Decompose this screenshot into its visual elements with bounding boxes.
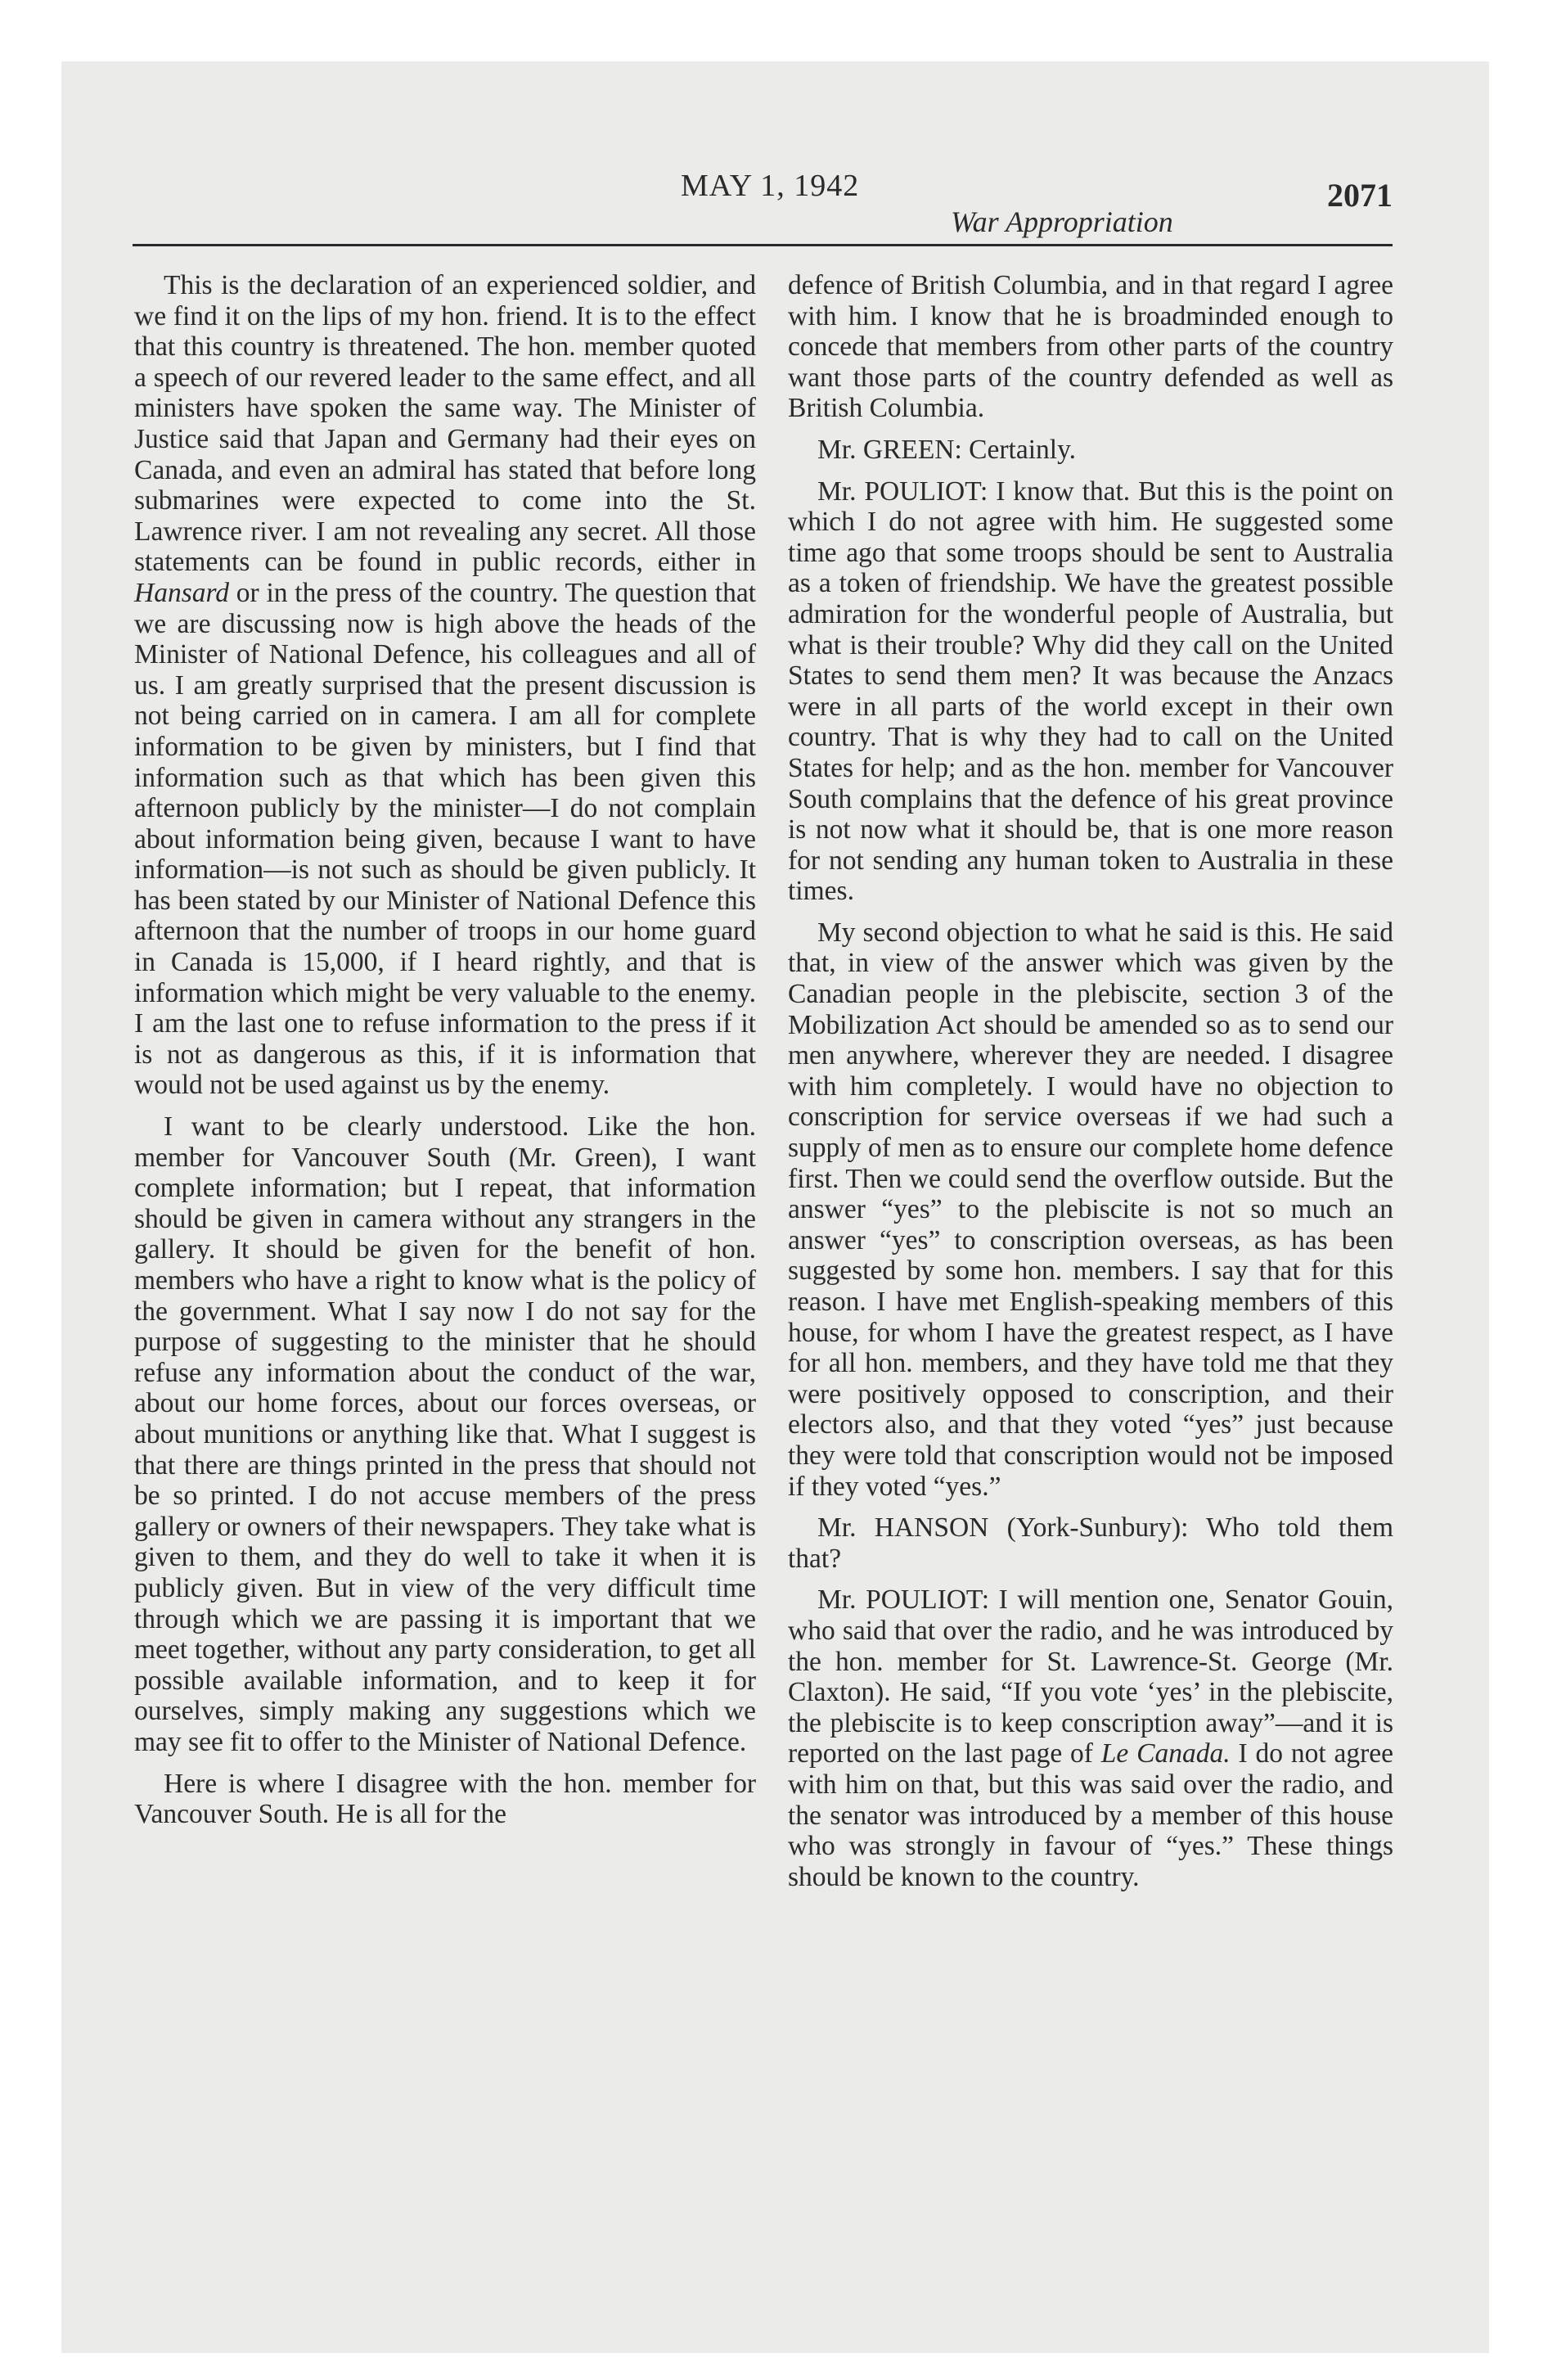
right-paragraph-4: My second objection to what he said is this. He said that, in view of the answer which was given by the Canadian people in the plebiscite, section 3 of the Mobilization Act should be amended so as to send our men anywhere, wherever they are needed. I disagree with him completely. I would have no objection to conscription for service overseas if we had such a supply of men as to ensure our complete home defence first. Then we could send the overflow outside. But the answer “yes” to the plebiscite is not so much an answer “yes” to conscription overseas, as has been suggested by some hon. members. I say that for this reason. I have met English-speaking members of this house, for whom I have the greatest respect, as I have for all hon. members, and they have told me that they were positively opposed to conscription, and their electors also, and that they voted “yes” just because they were told that conscription would not be imposed if they voted “yes.” <box>788 917 1393 1502</box>
header-rule <box>133 244 1393 246</box>
left-p1-continued: or in the press of the country. The question that we are discussing now is high above the heads of the Minister of National Defence, his colleagues and all of us. I am greatly surprised that the present discussion is not being carried on in camera. I am all for complete information to be given by ministers, but I find that information such as that which has been given this afternoon publicly by the minister—I do not complain about information being given, because I want to have information—is not such as should be given publicly. It has been stated by our Minister of National Defence this afternoon that the number of troops in our home guard in Canada is 15,000, if I heard rightly, and that is information which might be very valuable to the enemy. I am the last one to refuse information to the press if it is not as dangerous as this, if it is information that would not be used against us by the enemy. <box>134 577 756 1101</box>
right-column <box>788 270 1393 1903</box>
le-canada-italic: Le Canada. <box>1100 1738 1231 1769</box>
right-p6-continued: I do not agree with him on that, but this was said over the radio, and the senator was introduced by a member of this house who was strongly in favour of “yes.” These things should be known to the country. <box>788 1738 1394 1892</box>
left-paragraph-3: Here is where I disagree with the hon. member for Vancouver South. He is all for the <box>134 1768 756 1830</box>
page-number: 2071 <box>1327 177 1393 214</box>
left-column <box>134 270 756 1841</box>
left-p1-text: This is the declaration of an experienced soldier, and we find it on the lips of my hon. friend. It is to the effect that this country is threatened. The hon. member quoted a speech of our revered leader to the same effect, and all ministers have spoken the same way. The Minister of Justice said that Japan and Germany had their eyes on Canada, and even an admiral has stated that before long submarines were expected to come into the St. Lawrence river. I am not revealing any secret. All those statements can be found in public records, either in <box>134 270 756 578</box>
page-header <box>133 168 1393 241</box>
right-p6-text: Mr. POULIOT: I will mention one, Senator Gouin, who said that over the radio, and he was introduced by the hon. member for St. Lawrence-St. George (Mr. Claxton). He said, “If you vote ‘yes’ in the plebiscite, the plebiscite is to keep conscription away”—and it is reported on the last page of <box>788 1584 1393 1769</box>
right-paragraph-1: defence of British Columbia, and in that regard I agree with him. I know that he is broadminded enough to concede that members from other parts of the country want those parts of the country defended as well as British Columbia. <box>788 270 1393 424</box>
left-paragraph-2: I want to be clearly understood. Like the hon. member for Vancouver South (Mr. Green), I want complete information; but I repeat, that information should be given in camera without any strangers in the gallery. It should be given for the benefit of hon. members who have a right to know what is the policy of the government. What I say now I do not say for the purpose of suggesting to the minister that he should refuse any information about the conduct of the war, about our home forces, about our forces overseas, or about munitions or anything like that. What I suggest is that there are things printed in the press that should not be so printed. I do not accuse members of the press gallery or owners of their newspapers. They take what is given to them, and they do well to take it when it is publicly given. But in view of the very difficult time through which we are passing it is important that we meet together, without any party consideration, to get all possible available information, and to keep it for ourselves, simply making any suggestions which we may see fit to offer to the Minister of National Defence. <box>134 1111 756 1757</box>
speech-pouliot-2 <box>788 1584 1393 1892</box>
header-section-title: War Appropriation <box>951 205 1173 238</box>
left-paragraph-1 <box>134 270 756 1101</box>
header-date: MAY 1, 1942 <box>681 169 860 203</box>
speech-pouliot-1: Mr. POULIOT: I know that. But this is the point on which I do not agree with him. He suggested some time ago that some troops should be sent to Australia as a token of friendship. We have the greatest possible admiration for the wonderful people of Australia, but what is their trouble? Why did they call on the United States to send them men? It was because the Anzacs were in all parts of the world except in their own country. That is why they had to call on the United States for help; and as the hon. member for Vancouver South complains that the defence of his great province is not now what it should be, that is one more reason for not sending any human token to Australia in these times. <box>788 476 1393 907</box>
speech-hanson: Mr. HANSON (York-Sunbury): Who told them that? <box>788 1512 1393 1574</box>
speech-green: Mr. GREEN: Certainly. <box>817 434 1077 465</box>
hansard-italic: Hansard <box>134 577 230 608</box>
